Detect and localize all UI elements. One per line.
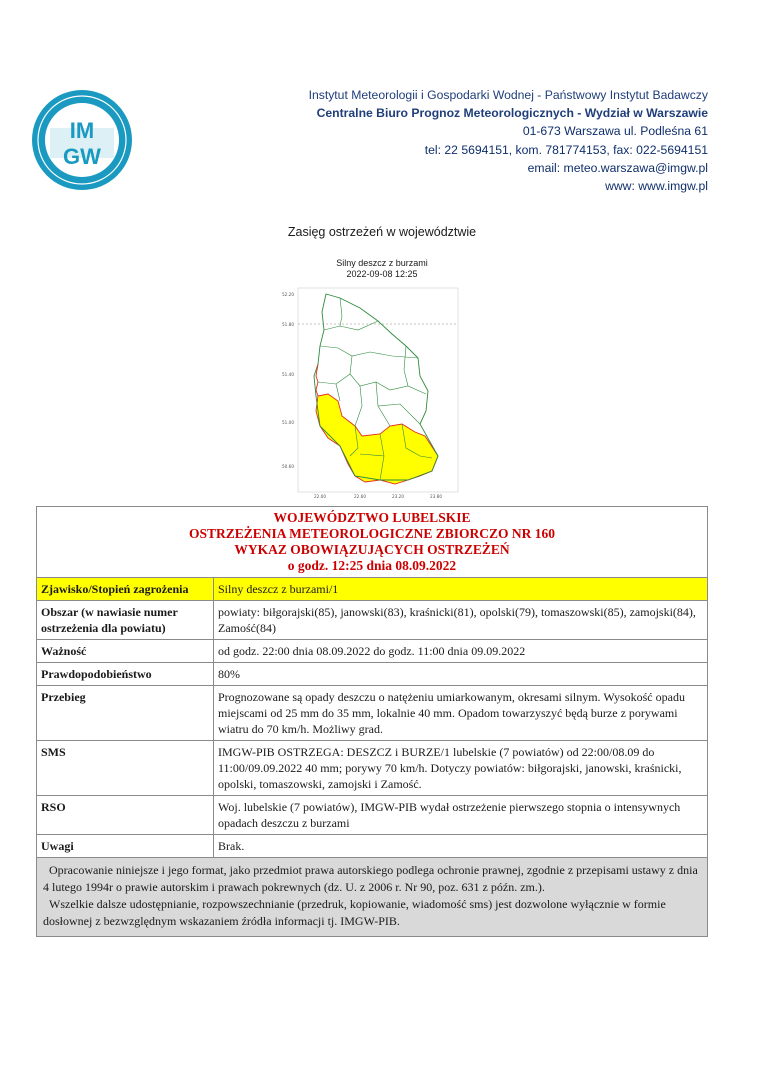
row-value: Silny deszcz z burzami/1 (214, 578, 708, 601)
table-row-area (37, 601, 708, 640)
lon-label: 23.80 (430, 494, 442, 499)
imgw-logo (30, 88, 134, 192)
row-value: Prognozowane są opady deszczu o natężeniu umiarkowanym, okresami silnym. Wysokość opadu miejscami od 25 mm do 35 mm, lokalnie 40 mm. Opadom towarzyszyć będą burze z porywami wiatru do 70 km/h. Możliwy grad. (214, 686, 708, 741)
table-row-validity (37, 640, 708, 663)
row-label: Ważność (37, 640, 214, 663)
issue-time: o godz. 12:25 dnia 08.09.2022 (287, 558, 457, 573)
map-timestamp: 2022-09-08 12:25 (346, 269, 418, 279)
row-label: Zjawisko/Stopień zagrożenia (37, 578, 214, 601)
table-row-probability (37, 663, 708, 686)
table-row-remarks (37, 835, 708, 858)
address: 01-673 Warszawa ul. Podleśna 61 (522, 124, 708, 139)
warning-title (37, 507, 708, 578)
warning-table (36, 506, 708, 937)
lon-label: 22.00 (314, 494, 326, 499)
table-row-sms (37, 741, 708, 796)
voivodeship-title: WOJEWÓDZTWO LUBELSKIE (273, 510, 471, 525)
lat-label: 51.40 (282, 372, 294, 377)
lat-label: 51.00 (282, 420, 294, 425)
department-name: Centralne Biuro Prognoz Meteorologicznych - Wydział w Warszawie (316, 106, 708, 121)
institute-header (309, 86, 708, 195)
table-row-phenomenon (37, 578, 708, 601)
phone: tel: 22 5694151, kom. 781774153, fax: 022-5694151 (424, 142, 708, 157)
lon-label: 22.60 (354, 494, 366, 499)
row-value: Brak. (214, 835, 708, 858)
map-title: Zasięg ostrzeżeń w województwie (287, 225, 477, 239)
row-value: powiaty: biłgorajski(85), janowski(83), kraśnicki(81), opolski(79), tomaszowski(85), zamojski(84), Zamość(84) (214, 601, 708, 640)
map-phenomenon: Silny deszcz z burzami (336, 258, 428, 268)
logo-text-top: IM (69, 118, 95, 143)
row-value: od godz. 22:00 dnia 08.09.2022 do godz. 11:00 dnia 09.09.2022 (214, 640, 708, 663)
row-value: Woj. lubelskie (7 powiatów), IMGW-PIB wydał ostrzeżenie pierwszego stopnia o intensywnych opadach deszczu z burzami (214, 796, 708, 835)
lon-label: 23.20 (392, 494, 404, 499)
row-label: SMS (37, 741, 214, 796)
warning-area (316, 394, 438, 484)
row-label: Prawdopodobieństwo (37, 663, 214, 686)
institute-name: Instytut Meteorologii i Gospodarki Wodnej - Państwowy Instytut Badawczy (308, 88, 708, 102)
list-title: WYKAZ OBOWIĄZUJĄCYCH OSTRZEŻEŃ (234, 542, 510, 557)
email[interactable]: email: meteo.warszawa@imgw.pl (527, 160, 708, 175)
logo-text-bottom: GW (63, 144, 101, 169)
copyright-text: Opracowanie niniejsze i jego format, jako przedmiot prawa autorskiego podlega ochronie prawnej, zgodnie z przepisami ustawy z dnia 4 lutego 1994r o prawie autorskim i prawach pokrewnych (dz. U. z 2006 r. Nr 90, poz. 631 z późn. zm.). (43, 863, 698, 894)
row-label: Przebieg (37, 686, 214, 741)
map-subtitle (0, 258, 764, 280)
warning-map (280, 286, 460, 500)
row-label: RSO (37, 796, 214, 835)
table-row-footer (37, 858, 708, 937)
redistribution-text: Wszelkie dalsze udostępnianie, rozpowszechnianie (przedruk, kopiowanie, wiadomość sms) jest dozwolone wyłącznie w formie dosłownej z bezwzględnym wskazaniem źródła informacji tj. IMGW-PIB. (43, 897, 666, 928)
bulletin-title: OSTRZEŻENIA METEOROLOGICZNE ZBIORCZO NR 160 (188, 526, 556, 541)
table-row-rso (37, 796, 708, 835)
lat-label: 50.60 (282, 464, 294, 469)
lat-label: 51.80 (282, 322, 294, 327)
row-value: IMGW-PIB OSTRZEGA: DESZCZ i BURZE/1 lubelskie (7 powiatów) od 22:00/08.09 do 11:00/09.09.2022 40 mm; porywy 70 km/h. Dotyczy powiatów: biłgorajski, janowski, kraśnicki, opolski, tomaszowski, zamojski i Zamość. (214, 741, 708, 796)
website[interactable]: www: www.imgw.pl (605, 179, 708, 194)
table-row-course (37, 686, 708, 741)
copyright-note (37, 858, 708, 937)
row-value: 80% (214, 663, 708, 686)
lat-label: 52.20 (282, 292, 294, 297)
row-label: Uwagi (37, 835, 214, 858)
row-label: Obszar (w nawiasie numer ostrzeżenia dla powiatu) (37, 601, 214, 640)
